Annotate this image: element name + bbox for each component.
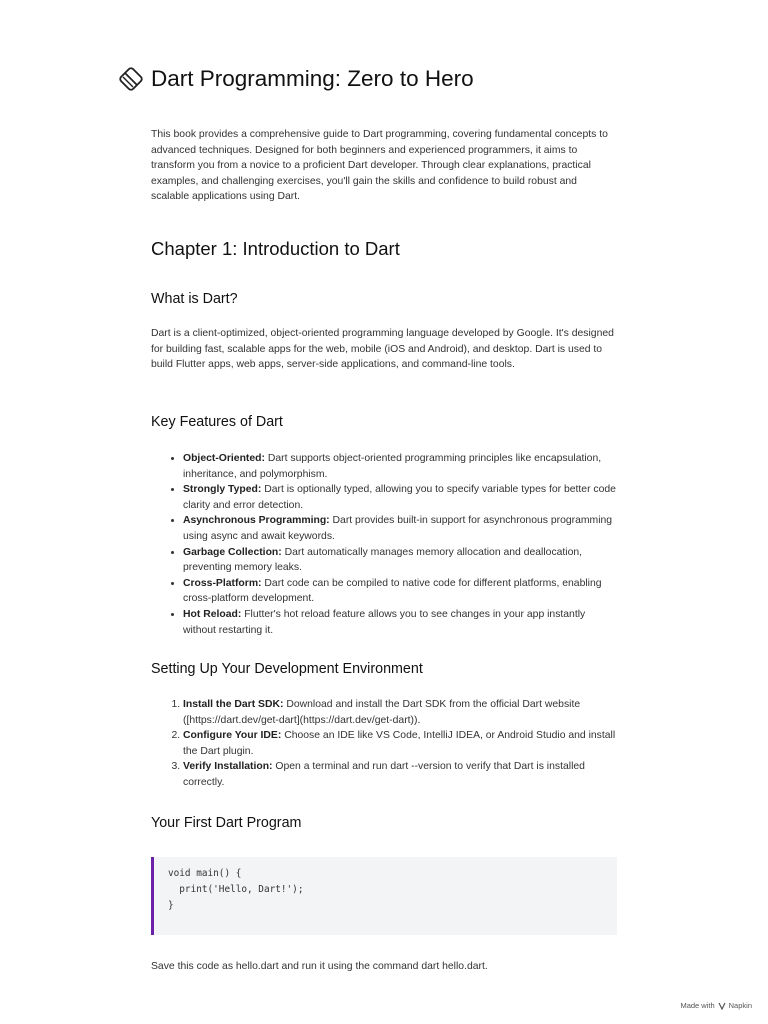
list-item [183, 607, 617, 638]
what-is-dart-paragraph [151, 326, 617, 373]
napkin-logo-icon [118, 66, 144, 92]
list-item [183, 545, 617, 576]
list-item-text: Choose an IDE like VS Code, IntelliJ IDEA, or Android Studio and install the Dart plugin. [183, 730, 616, 757]
first-program-heading: Your First Dart Program [151, 815, 302, 831]
after-code-text: Save this code as hello.dart and run it using the command dart hello.dart. [151, 961, 488, 972]
list-item [183, 482, 617, 513]
made-with-label: Made with [680, 1001, 715, 1010]
footer-badge[interactable] [680, 1001, 752, 1010]
after-code-paragraph [151, 959, 617, 975]
list-item [183, 759, 617, 790]
list-item [183, 513, 617, 544]
list-item-term: Strongly Typed: [183, 484, 262, 496]
code-text: void main() { print('Hello, Dart!'); } [168, 868, 304, 911]
list-item-term: Asynchronous Programming: [183, 515, 330, 527]
setup-heading: Setting Up Your Development Environment [151, 661, 423, 677]
napkin-logo-icon [718, 1002, 726, 1010]
key-features-heading: Key Features of Dart [151, 414, 283, 430]
intro-text: This book provides a comprehensive guide to Dart programming, covering fundamental concepts to advanced techniques. Designed for both beginners and experienced programmers, it aims to transform you from a novice to a proficient Dart developer. Through clear explanations, practical examples, and challenging exercises, you'll gain the skills and confidence to build robust and scalable applications using Dart. [151, 129, 608, 203]
what-is-dart-heading: What is Dart? [151, 291, 238, 307]
intro-paragraph [151, 127, 617, 205]
what-is-dart-text: Dart is a client-optimized, object-oriented programming language developed by Google. It's designed for building fast, scalable apps for the web, mobile (iOS and Android), and desktop. Dart is used to build Flutter apps, web apps, server-side applications, and command-line tools. [151, 328, 614, 371]
list-item-text: Flutter's hot reload feature allows you to see changes in your app instantly without restarting it. [183, 608, 586, 636]
list-item-term: Verify Installation: [183, 761, 273, 773]
list-item-term: Garbage Collection: [183, 546, 282, 558]
list-item-text: Dart provides built-in support for asynchronous programming using async and await keywords. [183, 515, 613, 542]
key-features-list [151, 451, 617, 638]
list-item-term: Cross-Platform: [183, 577, 262, 589]
list-item [183, 697, 617, 728]
list-item-text: Open a terminal and run dart --version to verify that Dart is installed correctly. [183, 761, 585, 788]
list-item-term: Object-Oriented: [183, 453, 265, 464]
list-item-term: Install the Dart SDK: [183, 699, 284, 710]
page-title: Dart Programming: Zero to Hero [151, 66, 474, 91]
napkin-brand-label: Napkin [728, 1001, 752, 1010]
chapter-heading: Chapter 1: Introduction to Dart [151, 238, 400, 259]
list-item-text: Dart automatically manages memory allocation and deallocation, preventing memory leaks. [183, 546, 583, 574]
code-block [151, 857, 617, 935]
page-header [118, 66, 474, 92]
list-item-text: Dart supports object-oriented programming principles like encapsulation, inheritance, and polymorphism. [183, 453, 602, 480]
setup-list [151, 697, 617, 791]
list-item-text: Download and install the Dart SDK from the official Dart website ([https://dart.dev/get-dart](https://dart.dev/get-dart)). [183, 699, 581, 726]
list-item-term: Configure Your IDE: [183, 730, 282, 742]
list-item-text: Dart is optionally typed, allowing you to specify variable types for better code clarity and error detection. [183, 484, 616, 511]
key-features-list-wrap [151, 451, 617, 638]
setup-list-wrap [151, 697, 617, 791]
list-item [183, 451, 617, 482]
list-item-text: Dart code can be compiled to native code for different platforms, enabling cross-platform development. [183, 577, 602, 605]
list-item [183, 728, 617, 759]
list-item-term: Hot Reload: [183, 608, 242, 620]
list-item [183, 576, 617, 607]
